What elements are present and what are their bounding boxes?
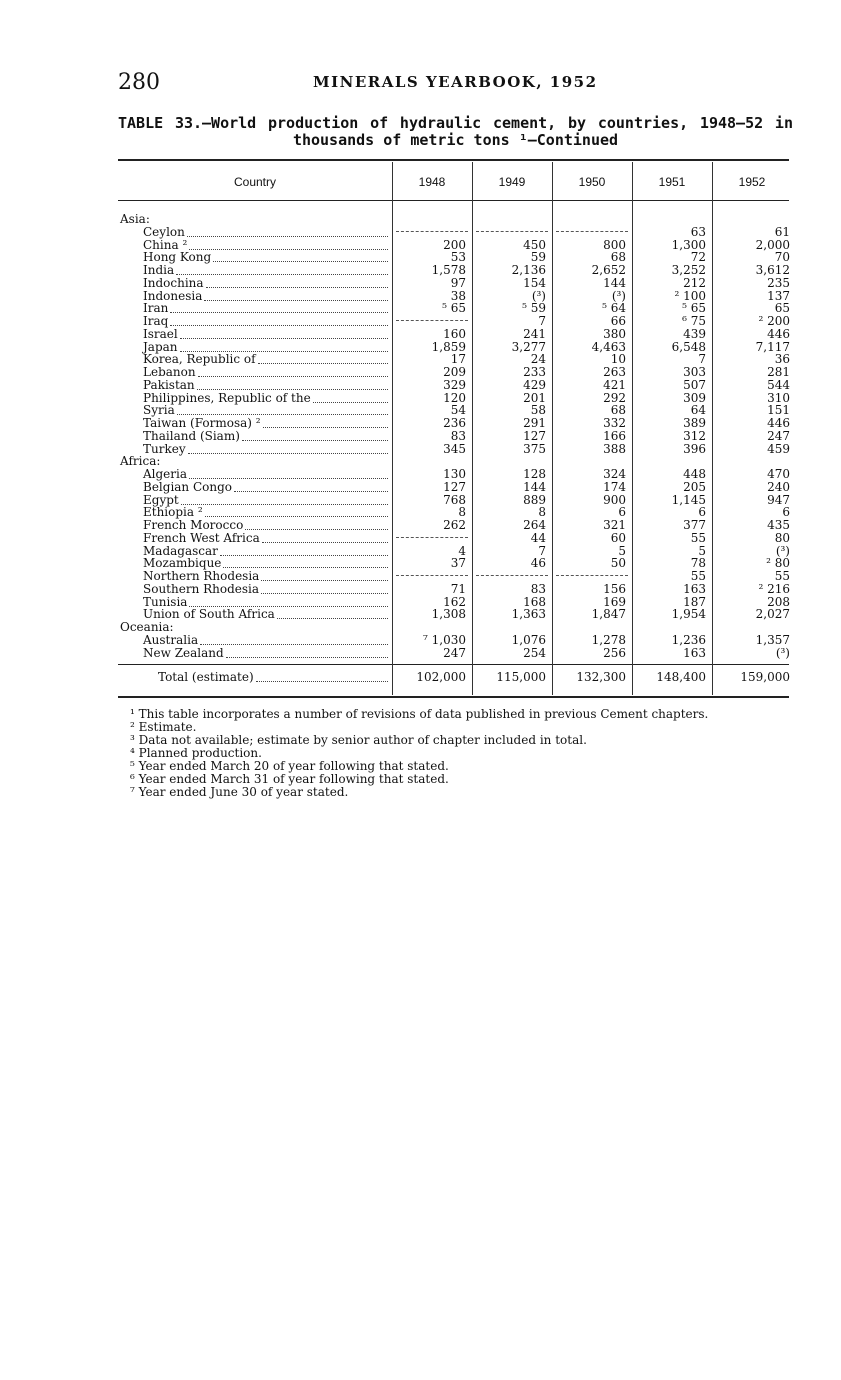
cell-value: ⁵ 59 [522,301,546,316]
cell-value: 187 [683,594,706,609]
country-name: Indochina [143,275,204,290]
cell-value: 97 [450,275,466,290]
table-bottom-rule [118,696,789,698]
country-name: Southern Rhodesia [143,581,260,596]
cell-value: 137 [767,288,790,303]
country-name: Mozambique [143,556,222,571]
footnote: ¹ This table incorporates a number of revisions of data published in previous Cement chapters. [130,707,709,721]
cell-value: 61 [774,224,790,239]
header-bottom-rule [118,200,789,201]
no-data-dash [396,320,468,321]
cell-value: 8 [458,505,466,520]
cell-value: 6 [698,505,706,520]
cell-value: 200 [443,237,466,252]
cell-value: 2,136 [511,263,546,277]
cell-value: 377 [683,518,706,532]
dot-leader [313,402,388,403]
cell-value: 1,578 [431,263,466,277]
country-name: Union of South Africa [143,607,275,622]
country-name: New Zealand [143,645,224,660]
cell-value: 208 [767,594,790,609]
cell-value: 254 [523,645,546,660]
footnote: ² Estimate. [130,720,197,734]
cell-value: 55 [690,530,706,545]
country-name: Indonesia [143,288,203,303]
cell-value: 154 [523,275,546,290]
cell-value: 450 [523,237,546,252]
country-name: Madagascar [143,543,218,558]
country-name: Belgian Congo [143,479,233,494]
cell-value: 66 [610,314,626,328]
cell-value: 6 [782,505,790,520]
dot-leader [226,657,388,658]
dot-leader [263,427,388,428]
cell-value: 162 [443,594,466,609]
total-value: 159,000 [740,670,790,684]
footnotes [130,708,708,799]
cell-value: 470 [767,467,790,481]
cell-value: 1,308 [431,607,466,622]
country-name: French West Africa [143,530,260,545]
cell-value: 375 [523,441,546,456]
cell-value: 3,277 [511,339,546,354]
total-value: 115,000 [496,670,546,684]
cell-value: 241 [523,326,546,341]
cell-value: 59 [530,250,546,265]
cell-value: 303 [683,365,706,379]
cell-value: 44 [530,530,546,545]
cell-value: 446 [767,416,790,430]
cell-value: 17 [450,352,466,367]
column-divider [712,162,713,695]
cell-value: 209 [443,365,466,379]
cell-value: 281 [767,365,790,379]
cell-value: 3,252 [671,263,706,277]
cell-value: (³) [775,543,790,558]
column-divider [472,162,473,695]
cell-value: 1,300 [671,237,706,252]
no-data-dash [556,575,628,576]
no-data-dash [396,231,468,232]
cell-value: 163 [683,581,706,596]
cell-value: 380 [603,326,626,341]
cell-value: 68 [610,403,626,418]
country-name: Algeria [143,467,188,481]
page-number: 280 [118,70,160,95]
country-name: India [143,263,175,277]
cell-value: 128 [523,467,546,481]
cell-value: 60 [610,530,626,545]
cell-value: 421 [603,377,626,392]
dot-leader [261,580,388,581]
cell-value: 212 [683,275,706,290]
cell-value: 889 [523,492,546,507]
cell-value: 72 [690,250,706,265]
cell-value: 429 [523,377,546,392]
dot-leader [204,300,388,301]
cell-value: 507 [683,377,706,392]
cell-value: 2,027 [755,607,790,622]
cell-value: 256 [603,645,626,660]
cell-value: 38 [450,288,466,303]
cell-value: 156 [603,581,626,596]
dot-leader [220,555,388,556]
country-name: Iran [143,301,169,316]
cell-value: 64 [690,403,706,418]
cell-value: 1,145 [671,492,706,507]
cell-value: 1,278 [591,632,626,647]
cell-value: 5 [618,543,626,558]
cell-value: 205 [683,479,706,494]
cell-value: 166 [603,428,626,443]
col-header-1952: 1952 [738,175,766,189]
cell-value: ² 216 [758,581,790,596]
no-data-dash [556,231,628,232]
region-label: Africa: [120,454,161,469]
no-data-dash [476,575,548,576]
cell-value: 127 [523,428,546,443]
cell-value: 10 [610,352,626,367]
cell-value: ² 100 [674,288,706,303]
cell-value: 65 [774,301,790,316]
country-name: French Morocco [143,518,244,532]
dot-leader [176,274,388,275]
country-name: Egypt [143,492,179,507]
dot-leader [213,261,388,262]
dot-leader [242,440,388,441]
country-name: Taiwan (Formosa) ² [143,416,261,430]
country-name: Ceylon [143,224,185,239]
cell-value: 264 [523,518,546,532]
cell-value: 83 [450,428,466,443]
total-value: 132,300 [576,670,626,684]
dot-leader [189,478,388,479]
total-value: 102,000 [416,670,466,684]
dot-leader [261,593,388,594]
country-name: Pakistan [143,377,195,392]
cell-value: 130 [443,467,466,481]
cell-value: 169 [603,594,626,609]
country-name: Israel [143,326,178,341]
footnote: ³ Data not available; estimate by senior author of chapter included in total. [130,733,587,747]
cell-value: 80 [774,530,790,545]
cell-value: 70 [774,250,790,265]
cell-value: 2,652 [591,263,626,277]
country-name: Tunisia [143,594,188,609]
total-value: 148,400 [656,670,706,684]
col-header-1950: 1950 [578,175,606,189]
cell-value: 71 [450,581,466,596]
cell-value: 46 [530,556,546,571]
cell-value: 7 [698,352,706,367]
total-label: Total (estimate) [158,670,254,684]
dot-leader [277,618,388,619]
cell-value: (³) [611,288,626,303]
dot-leader [170,312,388,313]
country-name: Syria [143,403,175,418]
dot-leader [245,529,388,530]
dot-leader [189,249,388,250]
cell-value: 2,000 [755,237,790,252]
cell-value: 7 [538,314,546,328]
country-name: Japan [143,339,178,354]
footnote: ⁴ Planned production. [130,746,262,760]
country-name: Philippines, Republic of the [143,390,311,405]
cell-value: 1,363 [511,607,546,622]
cell-value: 4 [458,543,466,558]
cell-value: 309 [683,390,706,405]
cell-value: 144 [523,479,546,494]
cell-value: 389 [683,416,706,430]
total-top-rule [118,664,789,665]
cell-value: 240 [767,479,790,494]
cell-value: 55 [690,569,706,583]
cell-value: 7 [538,543,546,558]
cell-value: 63 [690,224,706,239]
cell-value: 3,612 [755,263,790,277]
cell-value: 68 [610,250,626,265]
cell-value: (³) [775,645,790,660]
table-caption [118,115,793,149]
dot-leader [206,287,388,288]
dot-leader [181,504,388,505]
cell-value: 446 [767,326,790,341]
column-divider [552,162,553,695]
cell-value: 448 [683,467,706,481]
cell-value: 53 [450,250,466,265]
col-header-country: Country [233,175,277,189]
footnote: ⁵ Year ended March 20 of year following that stated. [130,759,449,773]
table-top-rule [118,159,789,161]
dot-leader [234,491,388,492]
cell-value: 1,847 [591,607,626,622]
cell-value: 4,463 [591,339,626,354]
dot-leader [170,325,388,326]
cell-value: 54 [450,403,466,418]
cell-value: 1,236 [671,632,706,647]
cell-value: 5 [698,543,706,558]
dot-leader [197,389,388,390]
cell-value: 800 [603,237,626,252]
cell-value: 1,357 [755,632,790,647]
cell-value: 151 [767,403,790,418]
cell-value: 163 [683,645,706,660]
no-data-dash [396,575,468,576]
dot-leader [258,363,388,364]
country-name: Ethiopia ² [143,505,203,520]
cell-value: 50 [610,556,626,571]
cell-value: 247 [443,645,466,660]
column-divider [632,162,633,695]
dot-leader [187,236,388,237]
cell-value: 329 [443,377,466,392]
cell-value: 396 [683,441,706,456]
cell-value: 247 [767,428,790,443]
dot-leader [256,681,388,682]
cell-value: 201 [523,390,546,405]
cell-value: ⁵ 65 [442,301,466,316]
cell-value: 83 [530,581,546,596]
country-name: Lebanon [143,365,196,379]
cell-value: ⁵ 64 [602,301,626,316]
cell-value: 233 [523,365,546,379]
region-label: Oceania: [120,620,174,634]
country-name: Korea, Republic of [143,352,256,367]
cell-value: 262 [443,518,466,532]
cell-value: 37 [450,556,466,571]
dot-leader [198,376,388,377]
no-data-dash [396,537,468,538]
cell-value: 291 [523,416,546,430]
cell-value: 544 [767,377,790,392]
col-header-1949: 1949 [498,175,526,189]
cell-value: ⁷ 1,030 [423,632,466,647]
cell-value: ² 80 [766,556,790,571]
cell-value: 900 [603,492,626,507]
country-name: Turkey [143,441,186,456]
col-header-1951: 1951 [658,175,686,189]
cell-value: 332 [603,416,626,430]
footnote: ⁷ Year ended June 30 of year stated. [130,785,349,799]
cell-value: 160 [443,326,466,341]
no-data-dash [476,231,548,232]
country-name: Thailand (Siam) [143,428,240,443]
region-label: Asia: [120,212,150,226]
country-name: Hong Kong [143,250,212,265]
cell-value: ⁶ 75 [682,314,706,328]
cell-value: 8 [538,505,546,520]
cell-value: 1,859 [431,339,466,354]
cell-value: 439 [683,326,706,341]
caption-line-2: thousands of metric tons ¹—Continued [292,131,619,149]
dot-leader [188,453,388,454]
footnote: ⁶ Year ended March 31 of year following that stated. [130,772,449,786]
country-name: Iraq [143,314,169,328]
cell-value: 321 [603,518,626,532]
cell-value: 7,117 [755,339,790,354]
cell-value: 1,076 [511,632,546,647]
dot-leader [262,542,388,543]
cell-value: 459 [767,441,790,456]
cell-value: 768 [443,492,466,507]
cell-value: 24 [530,352,546,367]
cell-value: 58 [530,403,546,418]
column-divider [392,162,393,695]
cell-value: 310 [767,390,790,405]
cell-value: 1,954 [671,607,706,622]
cell-value: 324 [603,467,626,481]
dot-leader [200,644,388,645]
cell-value: 236 [443,416,466,430]
cell-value: 144 [603,275,626,290]
cell-value: 174 [603,479,626,494]
cell-value: 78 [690,556,706,571]
col-header-1948: 1948 [418,175,446,189]
country-name: Australia [143,632,199,647]
cell-value: 292 [603,390,626,405]
cell-value: 127 [443,479,466,494]
country-name: Northern Rhodesia [143,569,260,583]
dot-leader [180,338,388,339]
cell-value: 120 [443,390,466,405]
cell-value: 388 [603,441,626,456]
cell-value: 6,548 [671,339,706,354]
cell-value: ² 200 [758,314,790,328]
cell-value: 55 [774,569,790,583]
cell-value: 235 [767,275,790,290]
cell-value: 6 [618,505,626,520]
cell-value: 263 [603,365,626,379]
cell-value: (³) [531,288,546,303]
caption-line-1: TABLE 33.—World production of hydraulic cement, by countries, 1948–52 in [118,114,793,132]
country-name: China ² [143,237,188,252]
cell-value: 168 [523,594,546,609]
cell-value: 36 [774,352,790,367]
cell-value: ⁵ 65 [682,301,706,316]
cell-value: 345 [443,441,466,456]
running-head: MINERALS YEARBOOK, 1952 [313,73,598,91]
cell-value: 435 [767,518,790,532]
cell-value: 947 [767,492,790,507]
cell-value: 312 [683,428,706,443]
